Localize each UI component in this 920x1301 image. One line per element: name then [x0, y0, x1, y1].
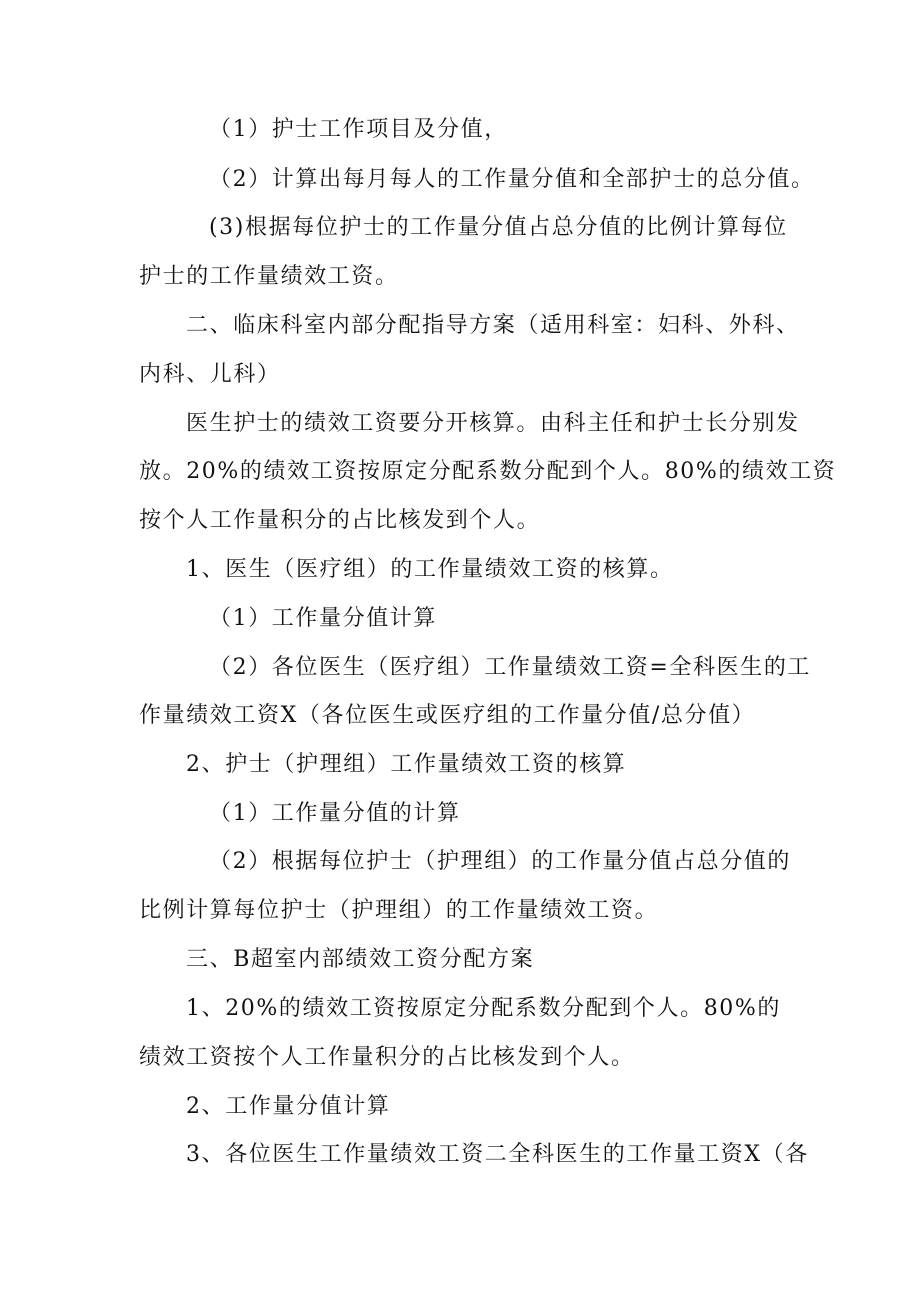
text-line: （1）工作量分值计算: [209, 606, 437, 631]
text-line: 3、各位医生工作量绩效工资二全科医生的工作量工资X（各: [186, 1142, 809, 1167]
text-line: (3)根据每位护士的工作量分值占总分值的比例计算每位: [209, 215, 788, 240]
text-line: 作量绩效工资X（各位医生或医疗组的工作量分值/总分值）: [139, 703, 756, 728]
text-line: 1、20%的绩效工资按原定分配系数分配到个人。80%的: [186, 996, 781, 1021]
text-line: 比例计算每位护士（护理组）的工作量绩效工资。: [139, 898, 659, 923]
text-line: 放。20%的绩效工资按原定分配系数分配到个人。80%的绩效工资: [139, 459, 837, 484]
text-line: （1）护士工作项目及分值，: [209, 117, 508, 142]
text-line: 绩效工资按个人工作量积分的占比核发到个人。: [139, 1045, 635, 1070]
subsection-heading: 1、医生（医疗组）的工作量绩效工资的核算。: [186, 557, 674, 582]
subsection-heading: 2、护士（护理组）工作量绩效工资的核算: [186, 752, 627, 777]
section-heading: 二、临床科室内部分配指导方案（适用科室：妇科、外科、: [186, 313, 800, 338]
text-line: 护士的工作量绩效工资。: [139, 264, 399, 289]
text-line: （1）工作量分值的计算: [209, 801, 461, 826]
text-line: （2）计算出每月每人的工作量分值和全部护士的总分值。: [209, 167, 815, 192]
subsection-heading: 2、工作量分值计算: [186, 1094, 391, 1119]
section-heading: 三、B超室内部绩效工资分配方案: [186, 947, 535, 972]
text-line: 医生护士的绩效工资要分开核算。由科主任和护士长分别发: [186, 411, 800, 436]
text-line: （2）根据每位护士（护理组）的工作量分值占总分值的: [209, 849, 791, 874]
text-line: 内科、儿科）: [139, 362, 281, 387]
text-line: （2）各位医生（医疗组）工作量绩效工资=全科医生的工: [209, 655, 812, 680]
text-line: 按个人工作量积分的占比核发到个人。: [139, 508, 541, 533]
